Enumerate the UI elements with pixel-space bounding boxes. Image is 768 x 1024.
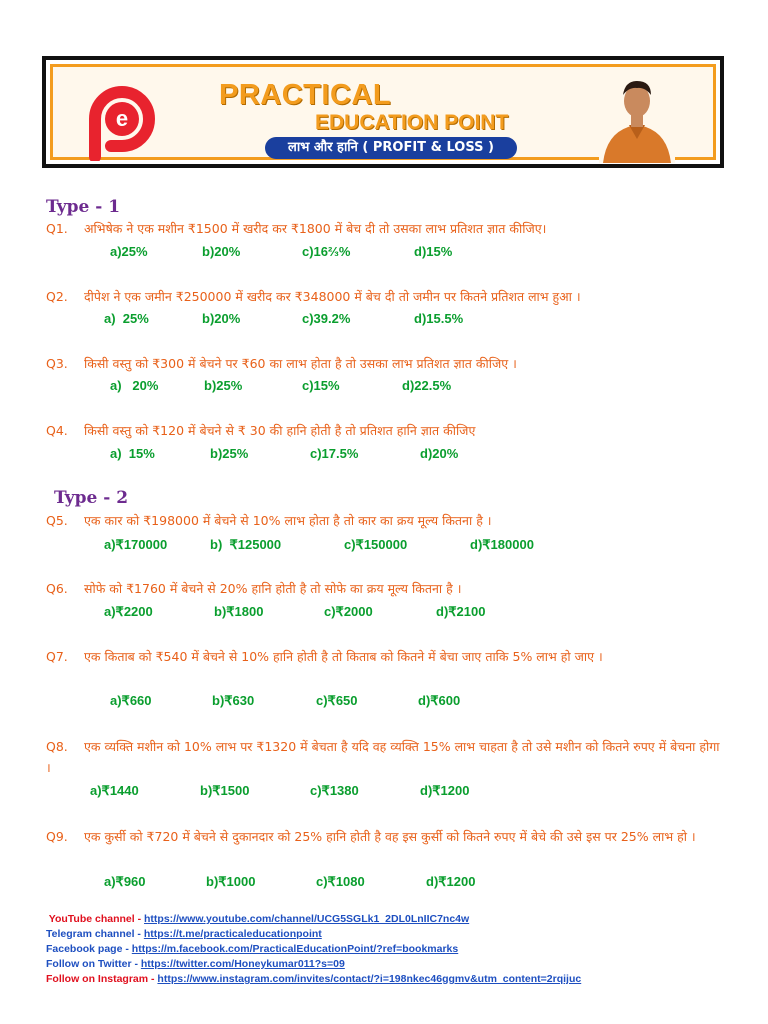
option-a: a)₹960 [104, 874, 146, 889]
brand-subtitle: EDUCATION POINT [315, 111, 509, 134]
option-b: b) ₹125000 [210, 537, 282, 552]
option-c: c)16⅔% [302, 244, 351, 259]
option-d: d)₹2100 [436, 604, 486, 619]
telegram-link[interactable]: https://t.me/practicaleducationpoint [143, 928, 322, 940]
option-c: c)₹1380 [310, 783, 359, 798]
option-b: b)20% [202, 311, 241, 326]
section-heading-type-2: Type - 2 [54, 488, 129, 508]
option-b: b)25% [210, 446, 249, 461]
question-6 [46, 578, 726, 599]
question-number: Q8. [46, 739, 68, 754]
twitter-link-row [46, 957, 581, 972]
logo-letter: e [115, 106, 129, 131]
instagram-link-row [46, 972, 581, 987]
option-d: d)₹1200 [420, 783, 470, 798]
option-b: b)₹1800 [214, 604, 264, 619]
question-text: एक कुर्सी को ₹720 में बेचने से दुकानदार को 25% हानि होती है वह इस कुर्सी को कितने रुपए में बेचे की उसे इस पर 25% लाभ हो । [84, 829, 696, 844]
question-number: Q6. [46, 581, 68, 596]
option-a: a)25% [110, 244, 148, 259]
section-heading-type-1: Type - 1 [46, 197, 121, 217]
question-text: दीपेश ने एक जमीन ₹250000 में खरीद कर ₹348000 में बेच दी तो जमीन पर कितने प्रतिशत लाभ हुआ । [84, 289, 581, 304]
instagram-link[interactable]: https://www.instagram.com/invites/contact/?i=198nkec46ggmv&utm_content=2rqijuc [157, 973, 582, 985]
youtube-link[interactable]: https://www.youtube.com/channel/UCG5SGLk1_2DL0LnIIC7nc4w [144, 913, 470, 925]
option-d: d)15% [414, 244, 453, 259]
logo-icon [81, 79, 163, 161]
option-a: a) 25% [104, 311, 149, 326]
twitter-label: Follow on Twitter - [46, 958, 141, 970]
option-c: c)17.5% [310, 446, 359, 461]
facebook-link-row [46, 942, 581, 957]
question-text: एक किताब को ₹540 में बेचने से 10% हानि होती है तो किताब को कितने में बेचा जाए ताकि 5% लाभ हो जाए । [84, 649, 603, 664]
question-9 [46, 826, 726, 847]
question-7 [46, 646, 726, 667]
option-c: c)15% [302, 378, 340, 393]
question-text: किसी वस्तु को ₹120 में बेचने से ₹ 30 की हानि होती है तो प्रतिशत हानि ज्ञात कीजिए [84, 423, 476, 438]
telegram-link-row [46, 927, 581, 942]
option-d: d)₹1200 [426, 874, 476, 889]
option-b: b)25% [204, 378, 243, 393]
option-a: a)₹2200 [104, 604, 153, 619]
question-number: Q3. [46, 356, 68, 371]
option-c: c)₹650 [316, 693, 358, 708]
option-a: a)₹660 [110, 693, 152, 708]
header-banner [42, 56, 724, 168]
question-3 [46, 353, 726, 374]
option-b: b)₹1500 [200, 783, 250, 798]
youtube-link-row [46, 912, 581, 927]
question-number: Q2. [46, 289, 68, 304]
question-4 [46, 420, 726, 441]
option-b: b)20% [202, 244, 241, 259]
option-c: c)₹2000 [324, 604, 373, 619]
question-8 [46, 736, 726, 778]
question-5 [46, 510, 726, 531]
option-c: c)₹1080 [316, 874, 365, 889]
twitter-link[interactable]: https://twitter.com/Honeykumar011?s=09 [140, 958, 345, 970]
brand-title: PRACTICAL [219, 79, 392, 111]
question-text: किसी वस्तु को ₹300 में बेचने पर ₹60 का लाभ होता है तो उसका लाभ प्रतिशत ज्ञात कीजिए । [84, 356, 517, 371]
question-number: Q9. [46, 829, 68, 844]
question-text: एक कार को ₹198000 में बेचने से 10% लाभ होता है तो कार का क्रय मूल्य कितना है । [84, 513, 492, 528]
question-text: सोफे को ₹1760 में बेचने से 20% हानि होती है तो सोफे का क्रय मूल्य कितना है । [84, 581, 462, 596]
option-d: d)20% [420, 446, 459, 461]
option-a: a) 20% [110, 378, 159, 393]
option-c: c)39.2% [302, 311, 351, 326]
option-b: b)₹1000 [206, 874, 256, 889]
question-number: Q4. [46, 423, 68, 438]
option-a: a)₹1440 [90, 783, 139, 798]
option-a: a) 15% [110, 446, 155, 461]
question-1 [46, 218, 726, 239]
option-d: d)₹180000 [470, 537, 534, 552]
option-a: a)₹170000 [104, 537, 168, 552]
banner-frame [50, 64, 716, 160]
youtube-label: YouTube channel - [46, 913, 145, 925]
facebook-label: Facebook page - [46, 943, 132, 955]
question-2 [46, 286, 726, 307]
question-number: Q5. [46, 513, 68, 528]
facebook-link[interactable]: https://m.facebook.com/PracticalEducationPoint/?ref=bookmarks [131, 943, 459, 955]
presenter-photo [599, 73, 675, 163]
social-links [46, 912, 581, 987]
question-number: Q7. [46, 649, 68, 664]
option-d: d)₹600 [418, 693, 461, 708]
option-d: d)22.5% [402, 378, 452, 393]
option-c: c)₹150000 [344, 537, 408, 552]
option-d: d)15.5% [414, 311, 464, 326]
topic-label: लाभ और हानि ( PROFIT & LOSS ) [265, 137, 517, 159]
option-b: b)₹630 [212, 693, 255, 708]
question-text: अभिषेक ने एक मशीन ₹1500 में खरीद कर ₹1800 में बेच दी तो उसका लाभ प्रतिशत ज्ञात कीजिए। [84, 221, 547, 236]
question-number: Q1. [46, 221, 68, 236]
instagram-label: Follow on Instagram - [46, 973, 158, 985]
question-text: एक व्यक्ति मशीन को 10% लाभ पर ₹1320 में बेचता है यदि वह व्यक्ति 15% लाभ चाहता है तो उसे मशीन को कितने रुपए में बेचना होगा । [46, 739, 720, 775]
telegram-label: Telegram channel - [46, 928, 144, 940]
